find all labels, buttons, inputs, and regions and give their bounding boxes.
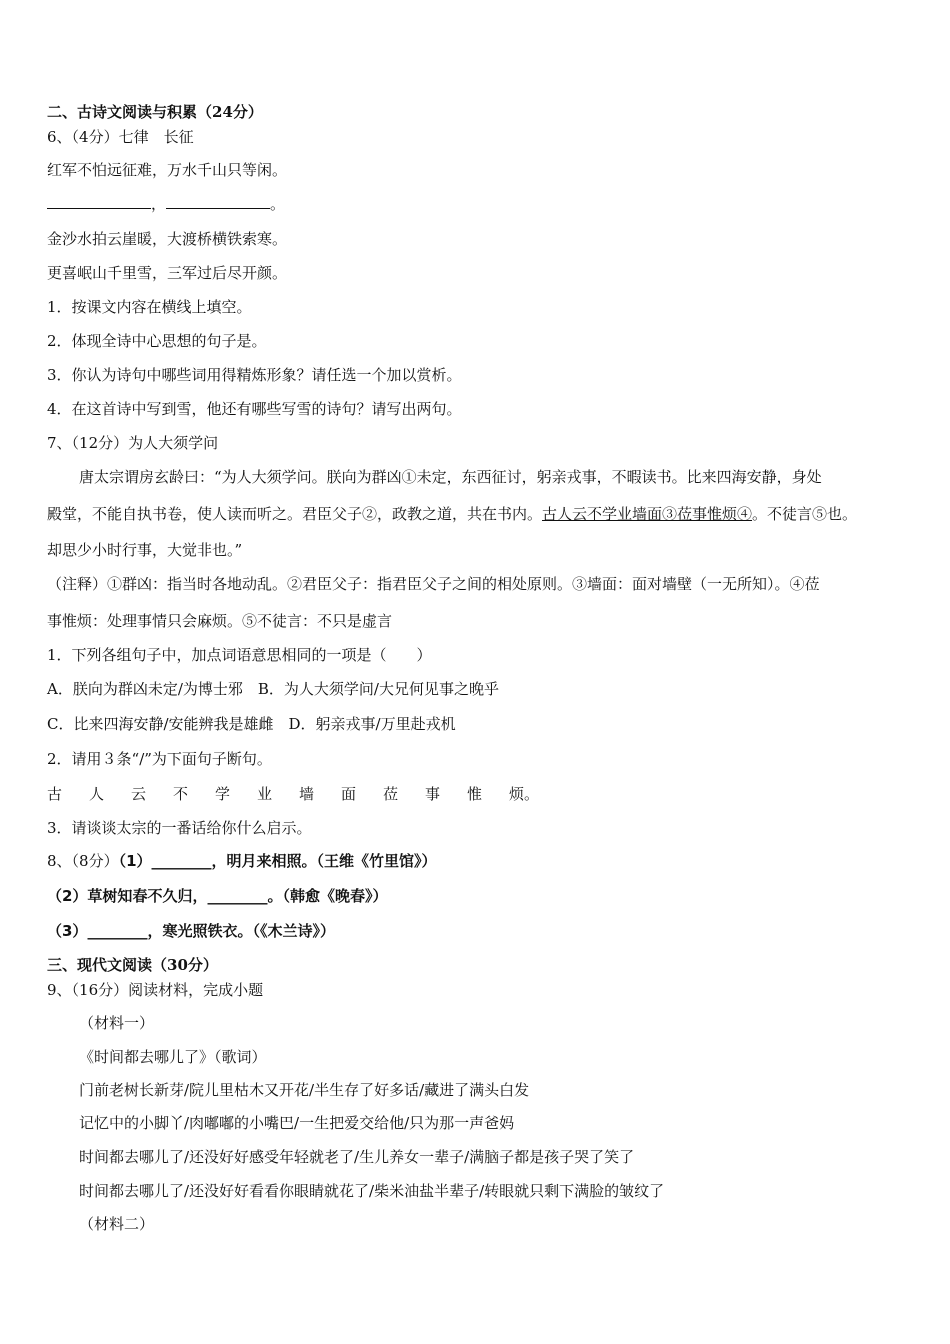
- q7-item-2: 2．请用３条“/”为下面句子断句。: [47, 750, 272, 768]
- q7-passage-line-2: 殿堂，不能自执书卷，使人读而听之。君臣父子②，政教之道，共在书内。古人云不学业墙面③莅事惟烦④。不徒言⑤也。: [47, 505, 858, 523]
- lyric-line-2: 记忆中的小脚丫/肉嘟嘟的小嘴巴/一生把爱交给他/只为那一声爸妈: [79, 1114, 515, 1132]
- song-title: 《时间都去哪儿了》（歌词）: [79, 1048, 267, 1066]
- q6-item-4: 4．在这首诗中写到雪，他还有哪些写雪的诗句？请写出两句。: [47, 400, 462, 418]
- q8-line-2: （2）草树知春不久归，________。（韩愈《晚春》）: [47, 887, 388, 905]
- q7-sentence-to-punctuate: 古 人 云 不 学 业 墙 面 莅 事 惟 烦。: [47, 785, 540, 803]
- underlined-sentence: 古人云不学业墙面③莅事惟烦④: [542, 505, 753, 523]
- poem-line-3: 金沙水拍云崖暖，大渡桥横铁索寒。: [47, 230, 288, 248]
- poem-line-1: 红军不怕远征难，万水千山只等闲。: [47, 161, 288, 179]
- q7-item-1: 1．下列各组句子中，加点词语意思相同的一项是（ ）: [47, 646, 432, 664]
- q6-header: 6、（4分）七律 长征: [47, 128, 194, 146]
- lyric-line-1: 门前老树长新芽/院儿里枯木又开花/半生存了好多话/藏进了满头白发: [79, 1081, 530, 1099]
- lyric-line-3: 时间都去哪儿了/还没好好感受年轻就老了/生儿养女一辈子/满脑子都是孩子哭了笑了: [79, 1148, 635, 1166]
- material-1-label: （材料一）: [79, 1014, 155, 1032]
- q7-notes-line-1: （注释）①群凶：指当时各地动乱。②君臣父子：指君臣父子之间的相处原则。③墙面：面对墙壁（一无所知）。④莅: [47, 575, 820, 593]
- q8-line-1: 8、（8分）（1）________，明月来相照。（王维《竹里馆》）: [47, 852, 437, 870]
- q7-item-3: 3．请谈谈太宗的一番话给你什么启示。: [47, 819, 312, 837]
- lyric-line-4: 时间都去哪儿了/还没好好看看你眼睛就花了/柴米油盐半辈子/转眼就只剩下满脸的皱纹了: [79, 1182, 665, 1200]
- q7-options-cd: C．比来四海安静/安能辨我是雄雌 D．躬亲戎事/万里赴戎机: [47, 715, 456, 733]
- section-2-title: 二、古诗文阅读与积累（24分）: [47, 103, 263, 121]
- blank-line[interactable]: [47, 194, 151, 209]
- blank-line[interactable]: [166, 194, 270, 209]
- q6-item-2: 2．体现全诗中心思想的句子是。: [47, 332, 267, 350]
- material-2-label: （材料二）: [79, 1215, 155, 1233]
- poem-line-4: 更喜岷山千里雪，三军过后尽开颜。: [47, 264, 288, 282]
- q6-item-1: 1．按课文内容在横线上填空。: [47, 298, 252, 316]
- q7-notes-line-2: 事惟烦：处理事情只会麻烦。⑤不徒言：不只是虚言: [47, 612, 393, 630]
- q7-passage-line-3: 却思少小时行事，大觉非也。”: [47, 541, 243, 559]
- q8-line-3: （3）________，寒光照铁衣。（《木兰诗》）: [47, 922, 335, 940]
- q7-header: 7、（12分）为人大须学问: [47, 434, 219, 452]
- q9-header: 9、（16分）阅读材料，完成小题: [47, 981, 264, 999]
- poem-blank-line: ， 。: [47, 194, 285, 214]
- q6-item-3: 3．你认为诗句中哪些词用得精炼形象？请任选一个加以赏析。: [47, 366, 462, 384]
- q7-options-ab: A．朕向为群凶未定/为博士邪 B．为人大须学问/大兄何见事之晚乎: [47, 680, 499, 698]
- section-3-title: 三、现代文阅读（30分）: [47, 956, 218, 974]
- q7-passage-line-1: 唐太宗谓房玄龄曰：“为人大须学问。朕向为群凶①未定，东西征讨，躬亲戎事，不暇读书。比来四海安静，身处: [79, 468, 822, 486]
